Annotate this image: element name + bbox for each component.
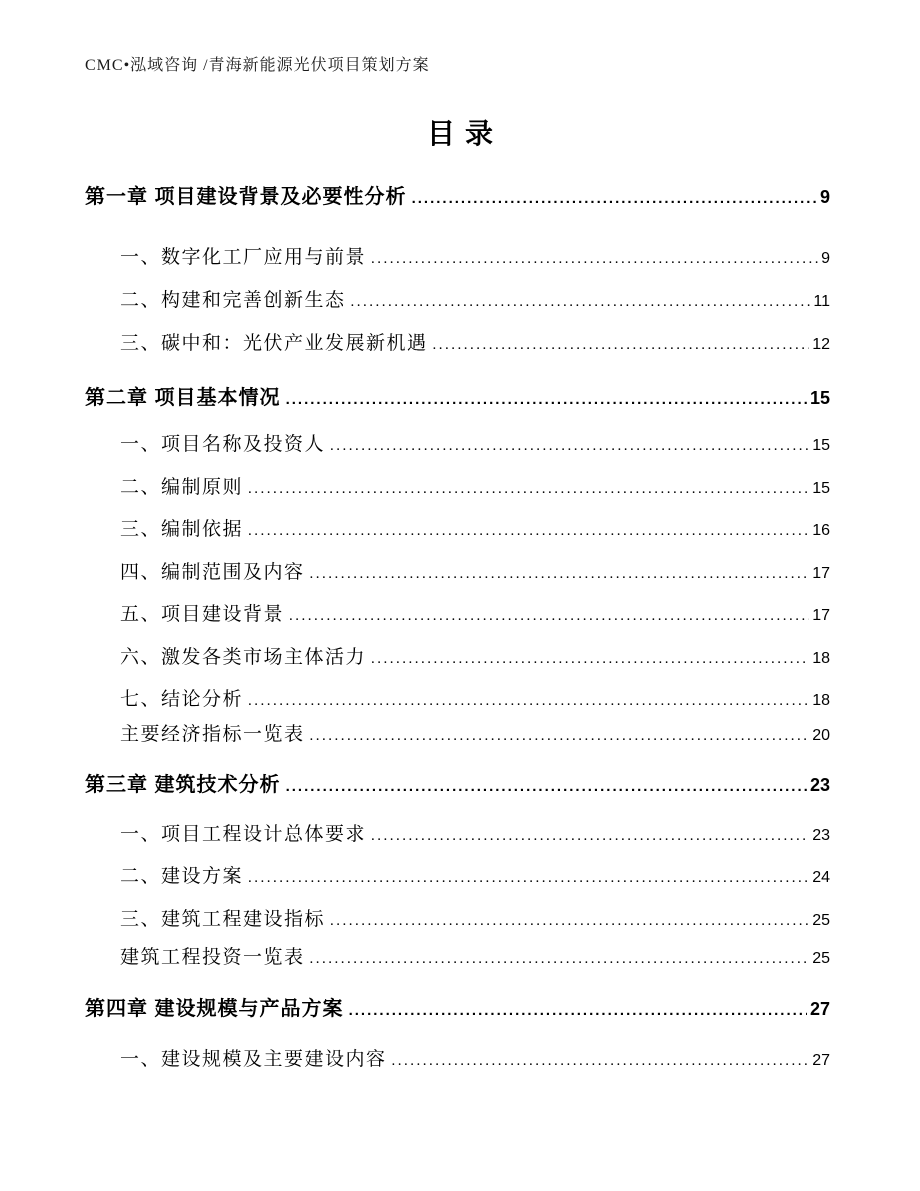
toc-page-number: 12	[812, 336, 830, 353]
toc-entry-label: 六、激发各类市场主体活力	[120, 647, 367, 668]
dot-leader	[248, 522, 809, 540]
toc-entry-table[interactable]	[85, 942, 830, 969]
toc-page-number: 15	[812, 437, 830, 454]
toc-entry-label: 建筑工程投资一览表	[120, 947, 305, 968]
toc-entry-label: 七、结论分析	[120, 689, 244, 710]
document-header-text: CMC•泓域咨询 /青海新能源光伏项目策划方案	[85, 57, 430, 74]
page-title: 目录	[426, 119, 503, 150]
dot-leader	[310, 950, 810, 968]
toc-entry-sub[interactable]	[85, 1044, 830, 1071]
toc-entry-chapter[interactable]	[85, 768, 830, 797]
toc-entry-label: 二、建设方案	[120, 866, 244, 887]
toc-entry-table[interactable]	[85, 719, 830, 746]
toc-entry-label: 一、项目名称及投资人	[120, 434, 326, 455]
dot-leader	[433, 336, 810, 354]
toc-entry-sub[interactable]	[85, 557, 830, 584]
dot-leader	[330, 912, 809, 930]
dot-leader	[286, 391, 807, 409]
toc-page-number: 9	[821, 250, 830, 267]
dot-leader	[371, 650, 809, 668]
toc-entry-label: 四、编制范围及内容	[120, 562, 305, 583]
toc-entry-label: 一、数字化工厂应用与前景	[120, 247, 367, 268]
toc-entry-sub[interactable]	[85, 242, 830, 269]
toc-page-number: 20	[812, 727, 830, 744]
dot-leader	[248, 869, 809, 887]
toc-entry-label: 第一章 项目建设背景及必要性分析	[85, 186, 407, 208]
toc-entry-label: 第四章 建设规模与产品方案	[85, 998, 344, 1020]
toc-page-number: 27	[812, 1052, 830, 1069]
toc-entry-sub[interactable]	[85, 819, 830, 846]
dot-leader	[351, 293, 811, 311]
toc-page-number: 24	[812, 869, 830, 886]
toc-page-number: 18	[812, 692, 830, 709]
toc-entry-label: 二、构建和完善创新生态	[120, 290, 346, 311]
toc-entry-sub[interactable]	[85, 861, 830, 888]
dot-leader	[371, 827, 809, 845]
dot-leader	[412, 190, 817, 208]
toc-entry-sub[interactable]	[85, 904, 830, 931]
toc-entry-label: 一、建设规模及主要建设内容	[120, 1049, 387, 1070]
toc-page-number: 25	[812, 950, 830, 967]
table-of-contents	[85, 0, 830, 1191]
toc-page-number: 27	[809, 999, 830, 1019]
toc-entry-sub[interactable]	[85, 642, 830, 669]
toc-page-number: 11	[813, 293, 830, 310]
toc-page-number: 23	[812, 827, 830, 844]
dot-leader	[248, 692, 809, 710]
toc-entry-label: 一、项目工程设计总体要求	[120, 824, 367, 845]
toc-entry-chapter[interactable]	[85, 180, 830, 209]
toc-entry-label: 第二章 项目基本情况	[85, 387, 281, 409]
dot-leader	[392, 1052, 810, 1070]
toc-page-number: 25	[812, 912, 830, 929]
toc-entry-label: 三、编制依据	[120, 519, 244, 540]
toc-page-number: 17	[812, 607, 830, 624]
dot-leader	[349, 1002, 807, 1020]
toc-entry-label: 三、建筑工程建设指标	[120, 909, 326, 930]
toc-entry-sub[interactable]	[85, 472, 830, 499]
dot-leader	[310, 727, 810, 745]
toc-page-number: 18	[812, 650, 830, 667]
toc-entry-label: 二、编制原则	[120, 477, 244, 498]
toc-entry-label: 主要经济指标一览表	[120, 724, 305, 745]
dot-leader	[248, 480, 809, 498]
dot-leader	[330, 437, 809, 455]
dot-leader	[371, 250, 818, 268]
toc-page-number: 9	[819, 187, 830, 207]
toc-entry-sub[interactable]	[85, 328, 830, 355]
toc-page-number: 16	[812, 522, 830, 539]
toc-entry-label: 第三章 建筑技术分析	[85, 774, 281, 796]
toc-entry-chapter[interactable]	[85, 381, 830, 410]
toc-page-number: 15	[809, 388, 830, 408]
toc-entry-sub[interactable]	[85, 429, 830, 456]
toc-entry-label: 五、项目建设背景	[120, 604, 285, 625]
toc-entry-chapter[interactable]	[85, 992, 830, 1021]
toc-entry-label: 三、碳中和：光伏产业发展新机遇	[120, 333, 428, 354]
dot-leader	[289, 607, 809, 625]
toc-page-number: 23	[809, 775, 830, 795]
dot-leader	[310, 565, 810, 583]
toc-page-number: 17	[812, 565, 830, 582]
toc-entry-sub[interactable]	[85, 514, 830, 541]
toc-entry-sub[interactable]	[85, 599, 830, 626]
dot-leader	[286, 778, 807, 796]
toc-entry-sub[interactable]	[85, 684, 830, 711]
toc-page-number: 15	[812, 480, 830, 497]
toc-entry-sub[interactable]	[85, 285, 830, 312]
